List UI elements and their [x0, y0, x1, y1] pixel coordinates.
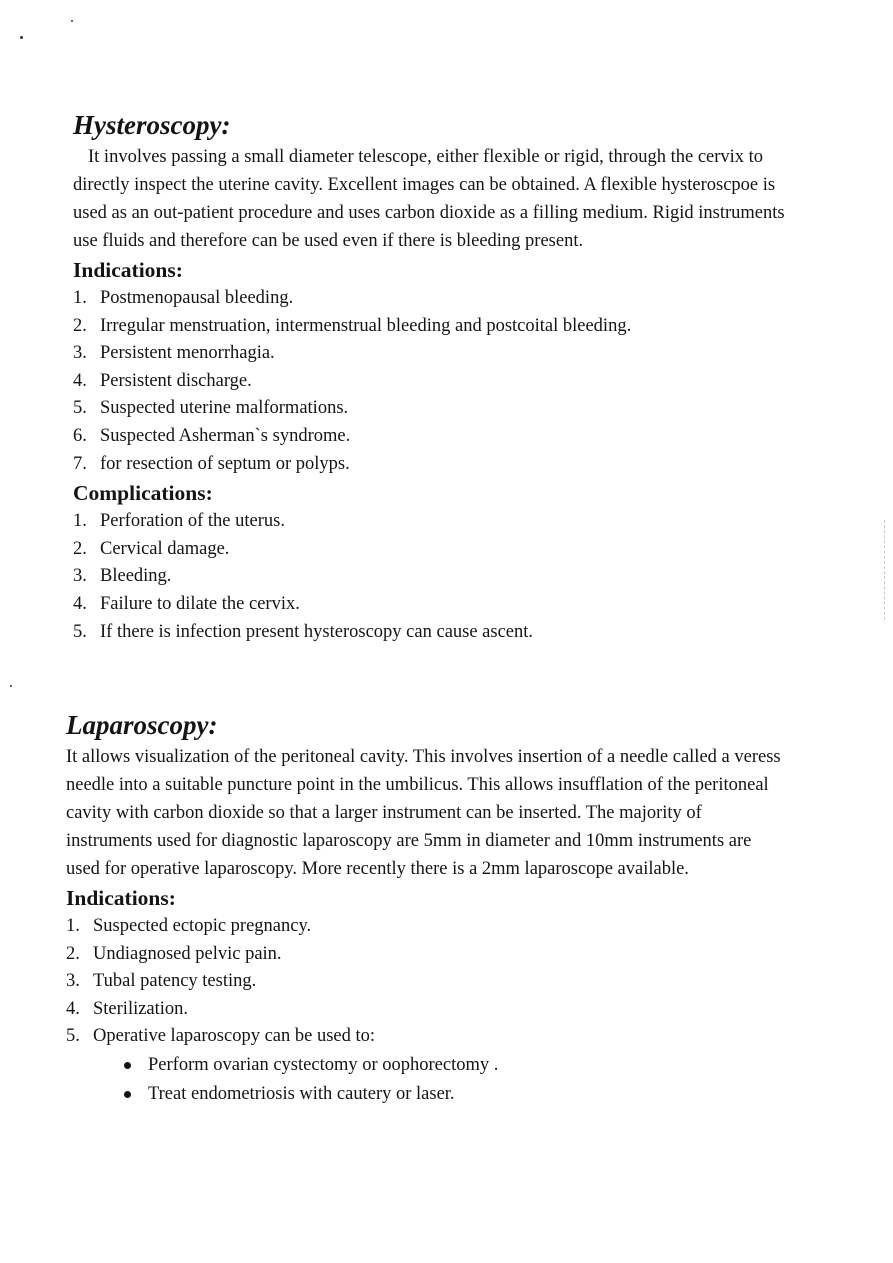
list-item — [73, 591, 803, 619]
item-text: Persistent menorrhagia. — [100, 343, 275, 364]
list-item — [66, 1023, 786, 1051]
item-text: If there is infection present hysteroscopy can cause ascent. — [100, 621, 534, 642]
item-text: Perforation of the uterus. — [100, 511, 285, 532]
item-text: Suspected ectopic pregnancy. — [93, 916, 312, 936]
item-text: for resection of septum or polyps. — [100, 453, 350, 474]
item-text: Tubal patency testing. — [93, 971, 257, 992]
scan-edge-mark — [884, 520, 886, 620]
list-item — [73, 619, 803, 647]
item-text: Failure to dilate the cervix. — [100, 593, 300, 614]
item-number: 7. — [73, 453, 87, 474]
item-number: 4. — [66, 998, 80, 1019]
hysteroscopy-indications-list — [73, 285, 803, 478]
item-number: 5. — [73, 621, 87, 642]
item-number: 3. — [66, 971, 80, 992]
scan-speck — [71, 20, 73, 22]
item-number: 5. — [66, 1026, 80, 1047]
item-text: Suspected Asherman`s syndrome. — [100, 425, 351, 446]
item-number: 6. — [73, 425, 87, 446]
list-item — [73, 313, 803, 341]
list-item — [122, 1080, 786, 1109]
item-number: 1. — [73, 288, 87, 308]
item-text: Postmenopausal bleeding. — [100, 288, 294, 308]
item-number: 4. — [73, 593, 87, 614]
item-text: Sterilization. — [93, 998, 189, 1019]
list-item — [122, 1051, 786, 1080]
bullet-icon — [124, 1091, 131, 1098]
item-number: 2. — [73, 315, 87, 336]
item-text: Operative laparoscopy can be used to: — [93, 1026, 376, 1047]
hysteroscopy-complications-list — [73, 508, 803, 646]
item-text: Bleeding. — [100, 566, 172, 587]
item-number: 3. — [73, 343, 87, 364]
item-text: Treat endometriosis with cautery or laser. — [148, 1083, 455, 1104]
list-item — [73, 285, 803, 313]
list-item — [73, 395, 803, 423]
laparoscopy-heading: Laparoscopy: — [66, 710, 218, 740]
list-item — [66, 996, 786, 1024]
list-item — [66, 968, 786, 996]
laparoscopy-indications-heading: Indications: — [66, 886, 176, 910]
item-number: 2. — [73, 538, 87, 559]
bullet-icon — [124, 1062, 131, 1069]
laparoscopy-indications-list — [66, 913, 786, 1051]
item-text: Irregular menstruation, intermenstrual bleeding and postcoital bleeding. — [100, 315, 632, 336]
item-text: Perform ovarian cystectomy or oophorectomy . — [148, 1054, 499, 1075]
item-text: Persistent discharge. — [100, 370, 252, 391]
item-number: 5. — [73, 398, 87, 419]
scan-speck — [10, 685, 12, 687]
item-number: 3. — [73, 566, 87, 587]
item-number: 2. — [66, 943, 80, 964]
list-item — [73, 451, 803, 479]
list-item — [66, 941, 786, 969]
laparoscopy-paragraph: It allows visualization of the peritoneal cavity. This involves insertion of a needle called a veress needle into a suitable puncture point in the umbilicus. This allows insufflation of the peritoneal cavity with carbon dioxide so that a larger instrument can be inserted. The majority of instruments used for diagnostic laparoscopy are 5mm in diameter and 10mm instruments are used for operative laparoscopy. More recently there is a 2mm laparoscope available. — [66, 747, 781, 879]
list-item — [66, 913, 786, 941]
item-text: Suspected uterine malformations. — [100, 398, 349, 419]
hysteroscopy-complications-heading: Complications: — [73, 481, 213, 506]
hysteroscopy-paragraph: It involves passing a small diameter telescope, either flexible or rigid, through the cervix to directly inspect the uterine cavity. Excellent images can be obtained. A flexible hysteroscpoe is used as an out-patient procedure and uses carbon dioxide as a filling medium. Rigid instruments use fluids and therefore can be used even if there is bleeding present. — [73, 147, 785, 251]
hysteroscopy-heading: Hysteroscopy: — [73, 110, 231, 140]
list-item — [73, 368, 803, 396]
hysteroscopy-section — [73, 107, 803, 646]
list-item — [73, 340, 803, 368]
list-item — [73, 536, 803, 564]
scan-speck — [20, 36, 23, 39]
item-number: 1. — [73, 511, 87, 532]
item-number: 1. — [66, 916, 80, 936]
list-item — [73, 508, 803, 536]
item-text: Undiagnosed pelvic pain. — [93, 943, 282, 964]
laparoscopy-section — [66, 707, 786, 1109]
item-number: 4. — [73, 370, 87, 391]
operative-uses-list — [66, 1051, 786, 1109]
list-item — [73, 563, 803, 591]
hysteroscopy-indications-heading: Indications: — [73, 258, 183, 282]
list-item — [73, 423, 803, 451]
item-text: Cervical damage. — [100, 538, 230, 559]
